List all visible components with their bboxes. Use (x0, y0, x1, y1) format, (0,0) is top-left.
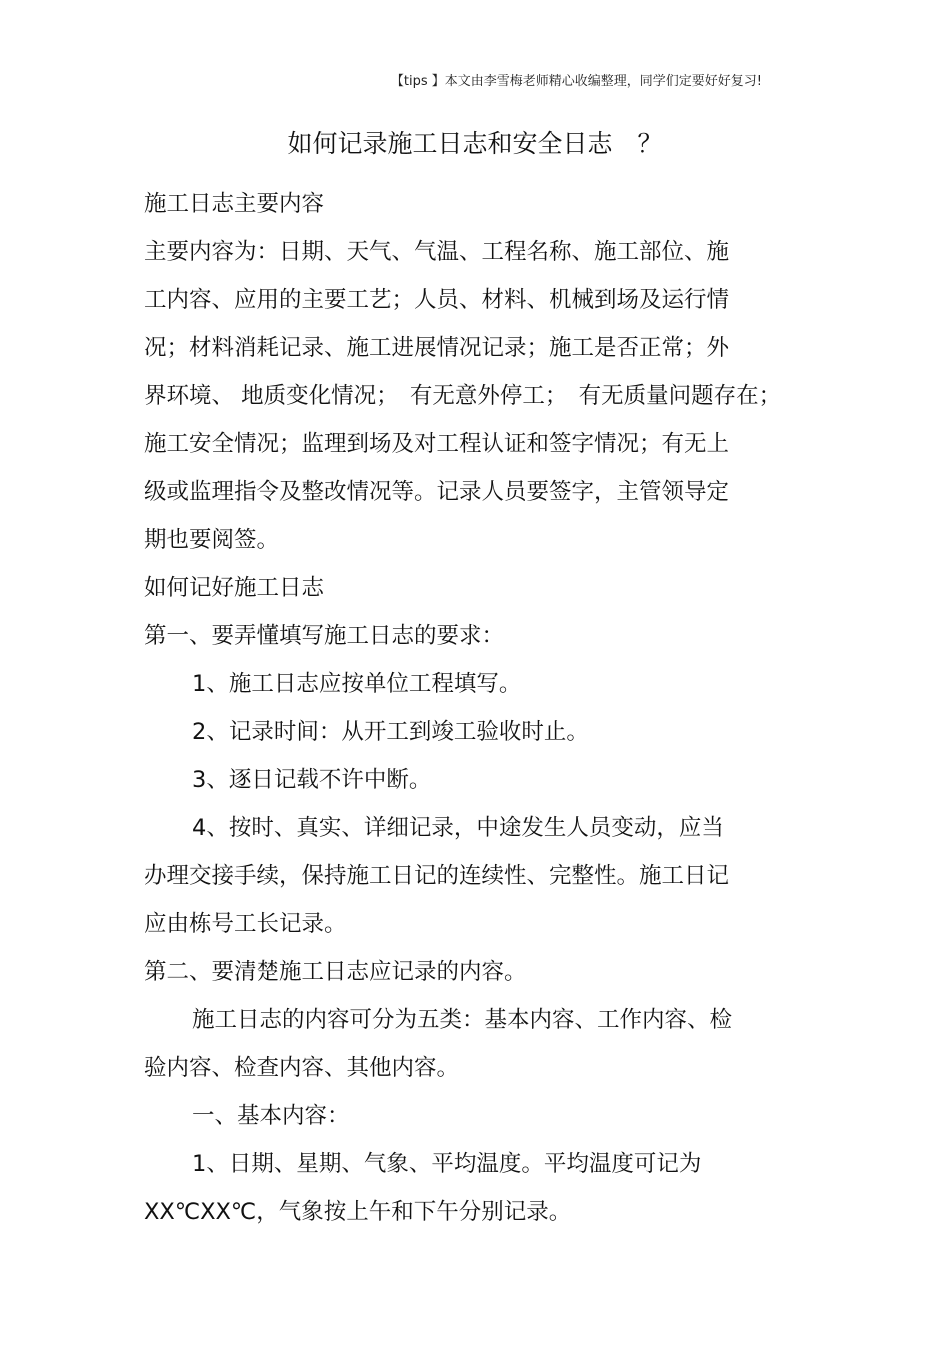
paragraph-line: 主要内容为：日期、天气、气温、工程名称、施工部位、施 (144, 239, 730, 265)
paragraph-line: 界环境、 地质变化情况； 有无意外停工； 有无质量问题存在； (144, 383, 782, 409)
page-title: 如何记录施工日志和安全日志 ？ (287, 129, 663, 158)
paragraph-line: 况；材料消耗记录、施工进展情况记录；施工是否正常；外 (144, 335, 730, 361)
paragraph-line: 工内容、应用的主要工艺；人员、材料、机械到场及运行情 (144, 287, 730, 313)
paragraph-line: 第一、要弄懂填写施工日志的要求： (144, 623, 505, 649)
subsection-heading: 一、基本内容： (192, 1103, 350, 1129)
list-item: 1、日期、星期、气象、平均温度。平均温度可记为 (192, 1151, 702, 1177)
paragraph-line: XX℃XX℃，气象按上午和下午分别记录。 (144, 1199, 572, 1225)
list-item: 2、记录时间：从开工到竣工验收时止。 (192, 719, 589, 745)
document-body (144, 180, 794, 1236)
paragraph-line: 施工日志的内容可分为五类：基本内容、工作内容、检 (192, 1007, 733, 1033)
paragraph-line: 施工日志主要内容 (144, 191, 325, 217)
list-item: 1、施工日志应按单位工程填写。 (192, 671, 522, 697)
list-item: 4、按时、真实、详细记录，中途发生人员变动，应当 (192, 815, 724, 841)
paragraph-line: 应由栋号工长记录。 (144, 911, 347, 937)
paragraph-line: 施工安全情况；监理到场及对工程认证和签字情况；有无上 (144, 431, 730, 457)
paragraph-line: 期也要阅签。 (144, 527, 280, 553)
section-heading: 如何记好施工日志 (144, 575, 325, 601)
paragraph-line: 第二、要清楚施工日志应记录的内容。 (144, 959, 527, 985)
paragraph-line: 验内容、检查内容、其他内容。 (144, 1055, 460, 1081)
header-note: 【tips 】本文由李雪梅老师精心收编整理，同学们定要好好复习! (390, 74, 762, 89)
paragraph-line: 级或监理指令及整改情况等。记录人员要签字，主管领导定 (144, 479, 730, 505)
list-item: 3、逐日记载不许中断。 (192, 767, 432, 793)
paragraph-line: 办理交接手续，保持施工日记的连续性、完整性。施工日记 (144, 863, 730, 889)
